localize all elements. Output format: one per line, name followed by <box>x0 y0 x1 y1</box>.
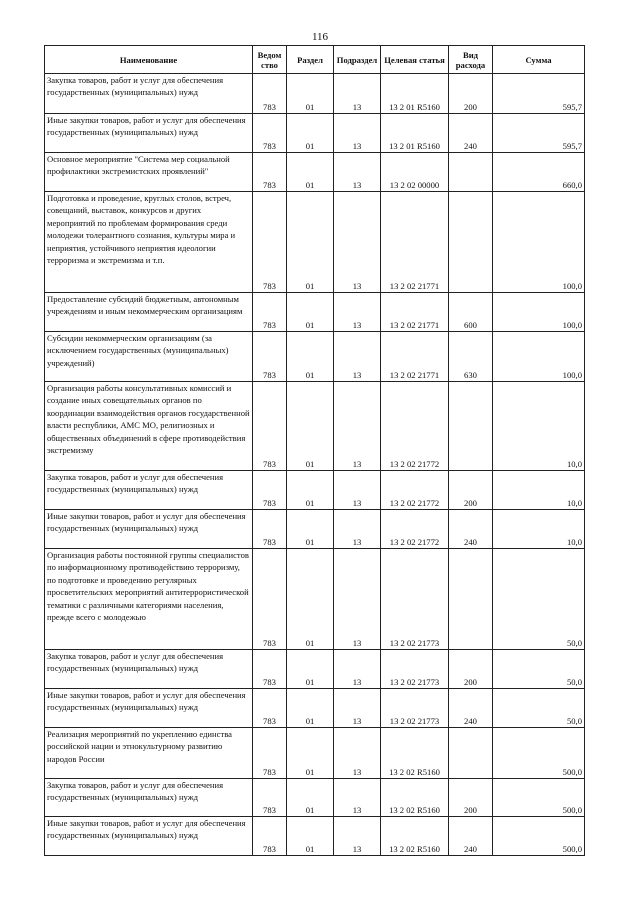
row-name: Иные закупки товаров, работ и услуг для обеспечения государственных (муниципальных) нужд <box>47 818 246 841</box>
row-statya: 13 2 02 21771 <box>381 293 449 332</box>
row-ved: 783 <box>253 471 287 510</box>
header-podrazdel: Подраздел <box>334 46 381 74</box>
row-podrazdel: 13 <box>334 382 381 471</box>
row-podrazdel: 13 <box>334 471 381 510</box>
row-summa: 100,0 <box>493 332 585 382</box>
row-name: Предоставление субсидий бюджетным, автономным учреждениям и иным некоммерческим организациям <box>47 294 243 317</box>
row-vid <box>449 728 493 779</box>
row-name: Субсидии некоммерческим организациям (за исключением государственных (муниципальных) учреждений) <box>47 333 229 368</box>
row-summa: 10,0 <box>493 382 585 471</box>
row-podrazdel: 13 <box>334 728 381 779</box>
row-podrazdel: 13 <box>334 650 381 689</box>
row-summa: 500,0 <box>493 779 585 817</box>
table-row <box>45 382 585 471</box>
table-row <box>45 293 585 332</box>
row-razdel: 01 <box>287 74 334 114</box>
row-summa: 10,0 <box>493 510 585 549</box>
table-row <box>45 153 585 192</box>
row-razdel: 01 <box>287 689 334 728</box>
row-ved: 783 <box>253 332 287 382</box>
row-vid: 240 <box>449 817 493 856</box>
page-number: 116 <box>311 31 329 43</box>
row-vid: 200 <box>449 471 493 510</box>
row-razdel: 01 <box>287 153 334 192</box>
header-name: Наименование <box>45 46 253 74</box>
row-name: Реализация мероприятий по укреплению единства российской нации и этнокультурному развитию народов России <box>47 729 232 764</box>
row-vid: 240 <box>449 510 493 549</box>
table-row <box>45 779 585 817</box>
row-name: Иные закупки товаров, работ и услуг для обеспечения государственных (муниципальных) нужд <box>47 690 246 713</box>
row-podrazdel: 13 <box>334 332 381 382</box>
row-vid <box>449 192 493 293</box>
row-razdel: 01 <box>287 779 334 817</box>
table-row <box>45 192 585 293</box>
row-razdel: 01 <box>287 549 334 650</box>
row-vid: 240 <box>449 689 493 728</box>
row-podrazdel: 13 <box>334 689 381 728</box>
row-statya: 13 2 02 R5160 <box>381 779 449 817</box>
row-vid: 630 <box>449 332 493 382</box>
row-statya: 13 2 02 00000 <box>381 153 449 192</box>
row-statya: 13 2 02 R5160 <box>381 817 449 856</box>
row-vid <box>449 153 493 192</box>
row-ved: 783 <box>253 153 287 192</box>
row-ved: 783 <box>253 74 287 114</box>
header-razdel: Раздел <box>287 46 334 74</box>
row-name: Закупка товаров, работ и услуг для обеспечения государственных (муниципальных) нужд <box>47 472 224 495</box>
row-razdel: 01 <box>287 817 334 856</box>
row-podrazdel: 13 <box>334 153 381 192</box>
row-name: Подготовка и проведение, круглых столов, встреч, совещаний, выставок, конкурсов и других мероприятий по проблемам формирования среди молодежи толерантного сознания, культуры мира и неприятия, устойчивого неприятия идеологии терроризма и экстремизма и т.п. <box>47 193 236 266</box>
header-celevaya-statya: Целевая статья <box>381 46 449 74</box>
table-row <box>45 689 585 728</box>
row-summa: 500,0 <box>493 817 585 856</box>
row-ved: 783 <box>253 549 287 650</box>
row-summa: 50,0 <box>493 650 585 689</box>
row-razdel: 01 <box>287 293 334 332</box>
row-statya: 13 2 02 21772 <box>381 510 449 549</box>
row-statya: 13 2 02 R5160 <box>381 728 449 779</box>
row-summa: 100,0 <box>493 293 585 332</box>
row-razdel: 01 <box>287 728 334 779</box>
row-statya: 13 2 02 21773 <box>381 549 449 650</box>
row-vid: 200 <box>449 650 493 689</box>
row-name: Закупка товаров, работ и услуг для обеспечения государственных (муниципальных) нужд <box>47 75 224 98</box>
row-statya: 13 2 02 21773 <box>381 689 449 728</box>
row-vid <box>449 549 493 650</box>
header-summa: Сумма <box>493 46 585 74</box>
header-vid-rashoda: Вид расхода <box>449 46 493 74</box>
table-row <box>45 817 585 856</box>
row-statya: 13 2 02 21771 <box>381 332 449 382</box>
row-ved: 783 <box>253 728 287 779</box>
row-podrazdel: 13 <box>334 293 381 332</box>
row-vid: 200 <box>449 779 493 817</box>
row-summa: 595,7 <box>493 114 585 153</box>
row-statya: 13 2 01 R5160 <box>381 114 449 153</box>
row-summa: 500,0 <box>493 728 585 779</box>
row-statya: 13 2 01 R5160 <box>381 74 449 114</box>
table-row <box>45 549 585 650</box>
table-row <box>45 471 585 510</box>
row-podrazdel: 13 <box>334 779 381 817</box>
row-name: Иные закупки товаров, работ и услуг для обеспечения государственных (муниципальных) нужд <box>47 115 246 138</box>
row-statya: 13 2 02 21772 <box>381 382 449 471</box>
row-summa: 50,0 <box>493 689 585 728</box>
row-summa: 100,0 <box>493 192 585 293</box>
row-razdel: 01 <box>287 332 334 382</box>
row-name: Закупка товаров, работ и услуг для обеспечения государственных (муниципальных) нужд <box>47 780 224 803</box>
row-summa: 50,0 <box>493 549 585 650</box>
row-summa: 10,0 <box>493 471 585 510</box>
row-podrazdel: 13 <box>334 549 381 650</box>
row-name: Организация работы постоянной группы специалистов по информационному противодействию терроризму, по подготовке и проведению регулярных просветительских мероприятий антитеррористической тематики с различными категориями населения, прежде всего с молодежью <box>47 550 249 623</box>
row-ved: 783 <box>253 779 287 817</box>
row-podrazdel: 13 <box>334 114 381 153</box>
table-row <box>45 114 585 153</box>
row-podrazdel: 13 <box>334 817 381 856</box>
row-ved: 783 <box>253 510 287 549</box>
row-name: Иные закупки товаров, работ и услуг для обеспечения государственных (муниципальных) нужд <box>47 511 246 534</box>
row-ved: 783 <box>253 650 287 689</box>
row-vid: 600 <box>449 293 493 332</box>
row-ved: 783 <box>253 192 287 293</box>
row-name: Основное мероприятие "Система мер социальной профилактики экстремистских проявлений" <box>47 154 230 177</box>
table-row <box>45 332 585 382</box>
row-vid: 240 <box>449 114 493 153</box>
row-ved: 783 <box>253 114 287 153</box>
row-razdel: 01 <box>287 471 334 510</box>
row-statya: 13 2 02 21771 <box>381 192 449 293</box>
row-razdel: 01 <box>287 114 334 153</box>
row-podrazdel: 13 <box>334 192 381 293</box>
row-name: Организация работы консультативных комиссий и создание иных совещательных органов по координации взаимодействия органов государственной власти республики, АМС МО, религиозных и общественных объединений в сфере противодействия экстремизму <box>47 383 250 456</box>
table-row <box>45 74 585 114</box>
row-ved: 783 <box>253 817 287 856</box>
row-vid <box>449 382 493 471</box>
row-summa: 595,7 <box>493 74 585 114</box>
budget-table <box>44 45 585 856</box>
row-vid: 200 <box>449 74 493 114</box>
row-razdel: 01 <box>287 382 334 471</box>
row-ved: 783 <box>253 382 287 471</box>
row-ved: 783 <box>253 293 287 332</box>
row-name: Закупка товаров, работ и услуг для обеспечения государственных (муниципальных) нужд <box>47 651 224 674</box>
table-row <box>45 728 585 779</box>
row-podrazdel: 13 <box>334 510 381 549</box>
table-row <box>45 510 585 549</box>
row-razdel: 01 <box>287 510 334 549</box>
row-summa: 660,0 <box>493 153 585 192</box>
header-vedomstvo: Ведом ство <box>253 46 287 74</box>
table-row <box>45 650 585 689</box>
row-statya: 13 2 02 21772 <box>381 471 449 510</box>
row-ved: 783 <box>253 689 287 728</box>
row-razdel: 01 <box>287 650 334 689</box>
header-row <box>45 46 585 74</box>
row-podrazdel: 13 <box>334 74 381 114</box>
row-razdel: 01 <box>287 192 334 293</box>
row-statya: 13 2 02 21773 <box>381 650 449 689</box>
